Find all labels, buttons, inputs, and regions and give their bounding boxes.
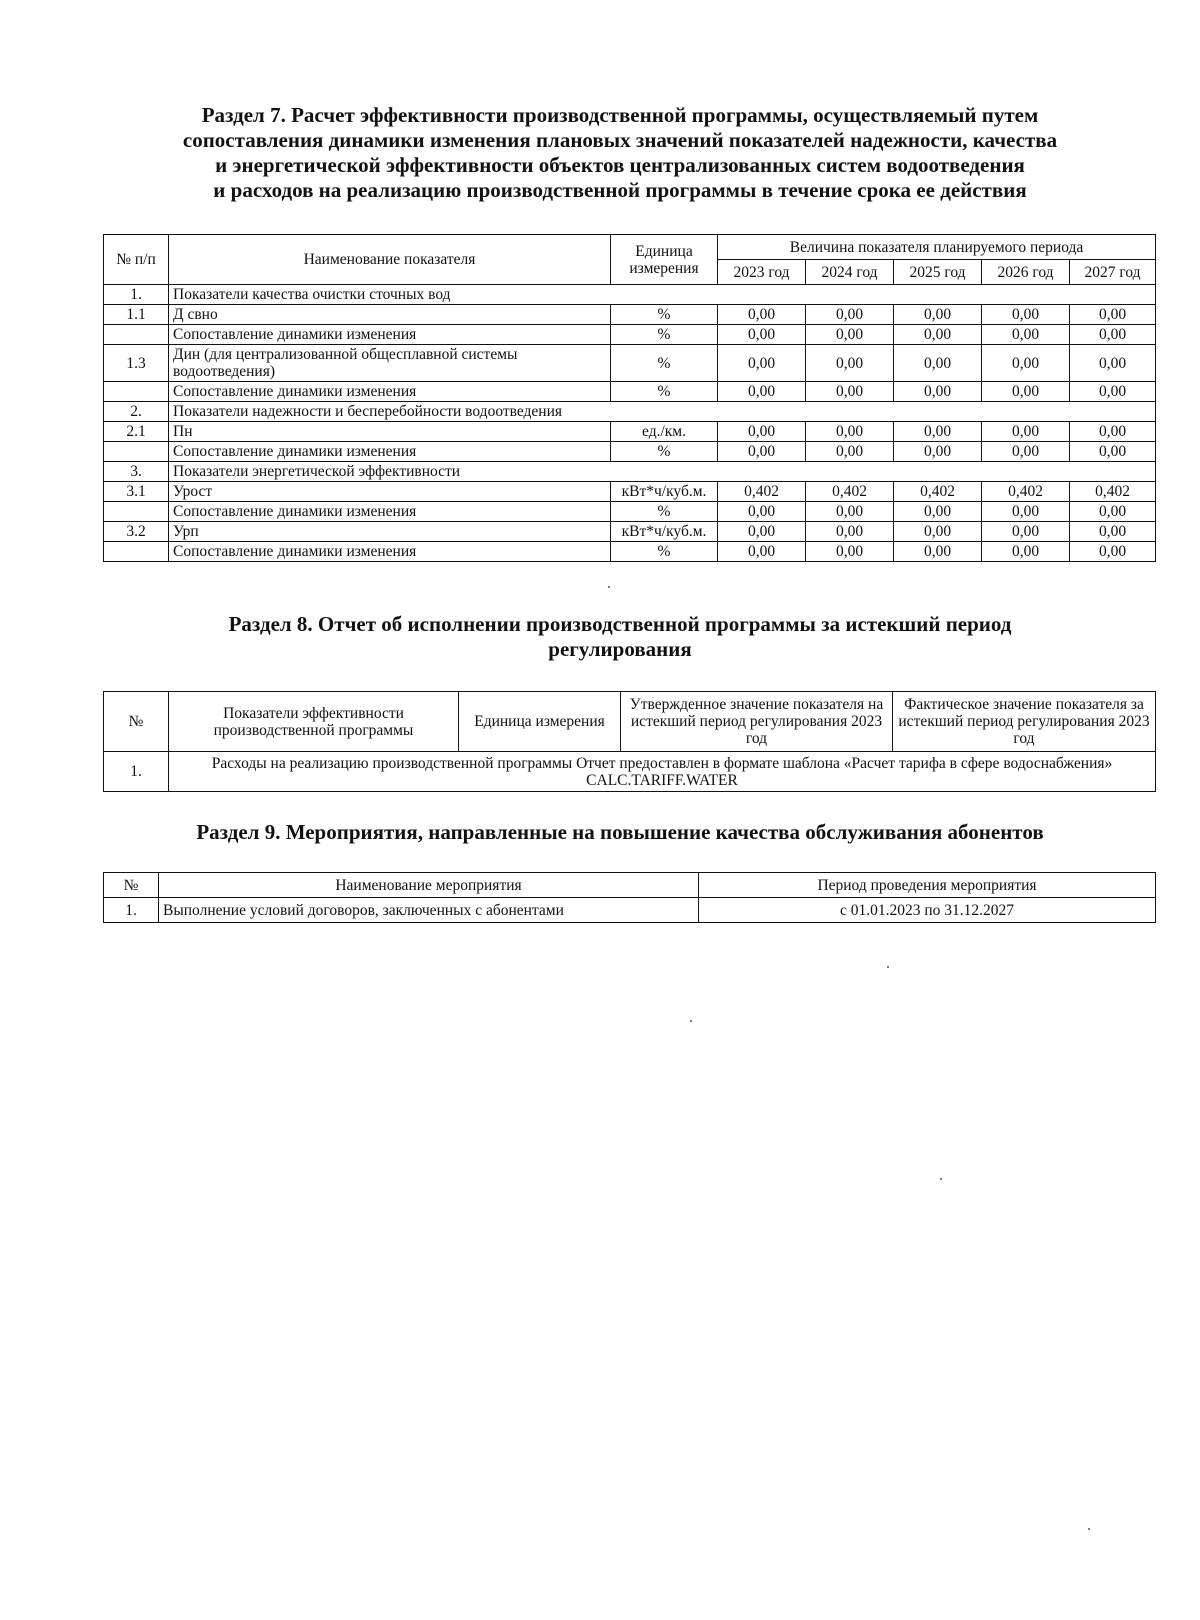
row-value: 0,402 (718, 482, 806, 502)
row-value: 0,00 (718, 442, 806, 462)
row-value: 0,402 (982, 482, 1070, 502)
row-name: Сопоставление динамики изменения (169, 502, 611, 522)
s9-row-num: 1. (104, 898, 159, 923)
row-value: 0,00 (718, 345, 806, 382)
section7-table (103, 234, 1156, 562)
header-year: 2023 год (718, 260, 806, 285)
header-year: 2025 год (894, 260, 982, 285)
row-num: 2.1 (104, 422, 169, 442)
s8-header-num: № (104, 692, 169, 752)
section8-title-line: регулирования (548, 637, 692, 661)
section7-title (100, 103, 1140, 203)
row-num (104, 442, 169, 462)
section8-title (100, 612, 1140, 662)
row-value: 0,00 (806, 502, 894, 522)
row-unit: % (611, 305, 718, 325)
row-value: 0,00 (982, 542, 1070, 562)
row-group-name: Показатели энергетической эффективности (169, 462, 1156, 482)
row-value: 0,00 (806, 345, 894, 382)
row-value: 0,00 (894, 522, 982, 542)
row-num: 1.3 (104, 345, 169, 382)
row-value: 0,00 (982, 442, 1070, 462)
s8-row-num: 1. (104, 752, 169, 792)
row-value: 0,00 (718, 325, 806, 345)
row-name: Сопоставление динамики изменения (169, 382, 611, 402)
row-name: Дин (для централизованной общесплавной системы водоотведения) (169, 345, 611, 382)
row-group-name: Показатели качества очистки сточных вод (169, 285, 1156, 305)
scan-speck (608, 586, 610, 588)
row-value: 0,00 (806, 325, 894, 345)
row-value: 0,00 (982, 345, 1070, 382)
table-row (104, 542, 1156, 562)
row-unit: % (611, 542, 718, 562)
row-group-name: Показатели надежности и бесперебойности водоотведения (169, 402, 1156, 422)
row-unit: % (611, 325, 718, 345)
table-row (104, 502, 1156, 522)
row-value: 0,00 (1070, 325, 1156, 345)
header-unit: Единица измерения (611, 235, 718, 285)
row-value: 0,00 (894, 442, 982, 462)
row-value: 0,402 (894, 482, 982, 502)
row-value: 0,00 (894, 325, 982, 345)
header-year: 2024 год (806, 260, 894, 285)
s8-header-indicator: Показатели эффективности производственной программы (169, 692, 459, 752)
section7-title-line: и энергетической эффективности объектов централизованных систем водоотведения (215, 153, 1025, 177)
row-value: 0,00 (982, 522, 1070, 542)
section8-title-line: Раздел 8. Отчет об исполнении производственной программы за истекший период (228, 612, 1012, 636)
group-row (104, 462, 1156, 482)
row-value: 0,00 (718, 542, 806, 562)
section7-title-line: сопоставления динамики изменения плановых значений показателей надежности, качества (182, 128, 1058, 152)
table-row (104, 345, 1156, 382)
section7-table-body (104, 285, 1156, 562)
s9-header-name: Наименование мероприятия (159, 873, 699, 898)
section7-title-line: Раздел 7. Расчет эффективности производственной программы, осуществляемый путем (201, 103, 1039, 127)
table-row (104, 382, 1156, 402)
table-row (104, 305, 1156, 325)
row-value: 0,00 (806, 382, 894, 402)
s9-header-period: Период проведения мероприятия (699, 873, 1156, 898)
scan-speck (690, 1020, 692, 1022)
group-row (104, 402, 1156, 422)
row-value: 0,00 (1070, 442, 1156, 462)
s8-header-unit: Единица измерения (459, 692, 621, 752)
row-value: 0,00 (894, 542, 982, 562)
row-value: 0,00 (894, 382, 982, 402)
row-num: 2. (104, 402, 169, 422)
row-value: 0,00 (982, 325, 1070, 345)
row-unit: кВт*ч/куб.м. (611, 482, 718, 502)
row-num (104, 542, 169, 562)
section8-table (103, 691, 1156, 792)
header-period: Величина показателя планируемого периода (718, 235, 1156, 260)
row-value: 0,00 (718, 305, 806, 325)
row-name: Д свно (169, 305, 611, 325)
row-num (104, 382, 169, 402)
header-year: 2027 год (1070, 260, 1156, 285)
row-num: 3. (104, 462, 169, 482)
row-value: 0,00 (894, 422, 982, 442)
s8-row-text: Расходы на реализацию производственной программы Отчет предоставлен в формате шаблона «Расчет тарифа в сфере водоснабжения» CALC.TARIFF.WATER (169, 752, 1156, 792)
group-row (104, 285, 1156, 305)
row-value: 0,402 (806, 482, 894, 502)
table-row (104, 325, 1156, 345)
row-unit: % (611, 382, 718, 402)
scan-speck (1088, 1528, 1090, 1530)
row-num: 3.1 (104, 482, 169, 502)
row-num: 3.2 (104, 522, 169, 542)
row-name: Пн (169, 422, 611, 442)
row-unit: кВт*ч/куб.м. (611, 522, 718, 542)
row-value: 0,00 (1070, 502, 1156, 522)
s9-row-name: Выполнение условий договоров, заключенных с абонентами (159, 898, 699, 923)
row-value: 0,00 (718, 382, 806, 402)
row-name: Сопоставление динамики изменения (169, 325, 611, 345)
row-name: Урп (169, 522, 611, 542)
row-value: 0,00 (894, 345, 982, 382)
row-num (104, 502, 169, 522)
header-num: № п/п (104, 235, 169, 285)
row-name: Сопоставление динамики изменения (169, 542, 611, 562)
row-value: 0,00 (1070, 382, 1156, 402)
row-name: Сопоставление динамики изменения (169, 442, 611, 462)
row-value: 0,00 (982, 502, 1070, 522)
row-value: 0,00 (718, 522, 806, 542)
row-value: 0,00 (1070, 522, 1156, 542)
table-row (104, 422, 1156, 442)
row-num: 1.1 (104, 305, 169, 325)
row-value: 0,00 (1070, 542, 1156, 562)
row-value: 0,00 (806, 522, 894, 542)
row-value: 0,402 (1070, 482, 1156, 502)
row-unit: % (611, 442, 718, 462)
header-year: 2026 год (982, 260, 1070, 285)
s9-row-period: с 01.01.2023 по 31.12.2027 (699, 898, 1156, 923)
row-unit: % (611, 502, 718, 522)
row-name: Урост (169, 482, 611, 502)
table-row (104, 482, 1156, 502)
table-row (104, 522, 1156, 542)
section9-table (103, 872, 1156, 923)
row-value: 0,00 (718, 422, 806, 442)
row-value: 0,00 (806, 442, 894, 462)
row-value: 0,00 (894, 305, 982, 325)
scan-speck (887, 966, 889, 968)
s8-header-actual: Фактическое значение показателя за истекший период регулирования 2023 год (893, 692, 1156, 752)
row-value: 0,00 (1070, 345, 1156, 382)
section9-title-line: Раздел 9. Мероприятия, направленные на повышение качества обслуживания абонентов (196, 820, 1044, 844)
row-value: 0,00 (894, 502, 982, 522)
row-value: 0,00 (982, 382, 1070, 402)
row-value: 0,00 (806, 422, 894, 442)
row-value: 0,00 (1070, 305, 1156, 325)
row-value: 0,00 (982, 422, 1070, 442)
s9-header-num: № (104, 873, 159, 898)
row-value: 0,00 (982, 305, 1070, 325)
row-num (104, 325, 169, 345)
row-value: 0,00 (1070, 422, 1156, 442)
row-num: 1. (104, 285, 169, 305)
section7-title-line: и расходов на реализацию производственной программы в течение срока ее действия (213, 178, 1027, 202)
row-unit: % (611, 345, 718, 382)
scan-speck (940, 1178, 942, 1180)
s8-header-approved: Утвержденное значение показателя на истекший период регулирования 2023 год (621, 692, 893, 752)
header-name: Наименование показателя (169, 235, 611, 285)
table-row (104, 442, 1156, 462)
row-unit: ед./км. (611, 422, 718, 442)
row-value: 0,00 (718, 502, 806, 522)
row-value: 0,00 (806, 305, 894, 325)
row-value: 0,00 (806, 542, 894, 562)
section9-title (100, 820, 1140, 845)
